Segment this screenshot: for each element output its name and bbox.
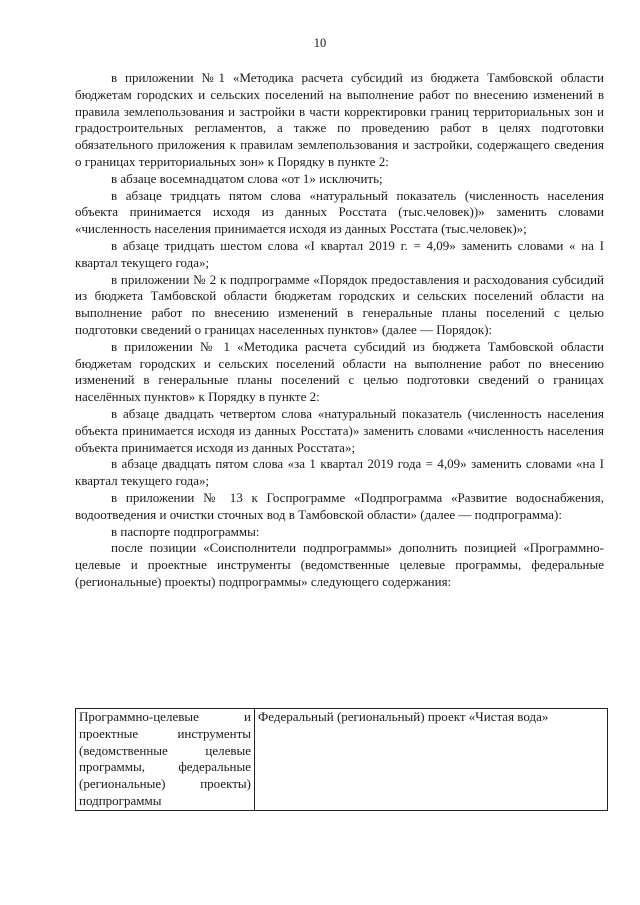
paragraph-add-position: после позиции «Соисполнители подпрограммы» дополнить позицией «Программно-целевые и проектные инструменты (ведомственные целевые программы, федеральные (региональные) проекты) подпрограммы» следующего содержания: [75, 540, 604, 589]
paragraph-appendix-2-procedure: в приложении № 2 к подпрограмме «Порядок предоставления и расходования субсидий из бюджета Тамбовской области бюджетам городских и сельских поселений области на выполнение работ по внесению изменений в генеральные планы поселений с целью подготовки сведений о границах населенных пунктов» (далее — Порядок): [75, 271, 604, 337]
table-cell-value: Федеральный (региональный) проект «Чистая вода» [255, 709, 608, 811]
table-cell-label: Программно-целевые и проектные инструменты (ведомственные целевые программы, федеральные (региональные) проекты) подпрограммы [76, 709, 255, 811]
paragraph-appendix-1-general-plans: в приложении № 1 «Методика расчета субсидий из бюджета Тамбовской области бюджетам городских и сельских поселений области на выполнение работ по внесению изменений в генеральные планы поселений с целью подготовки сведений о границах населённых пунктов» к Порядку в пункте 2: [75, 338, 604, 405]
paragraph-appendix-1-methodology: в приложении №1 «Методика расчета субсидий из бюджета Тамбовской области бюджетам городских и сельских поселений на выполнение работ по внесению изменений в правила землепользования и застройки в части корректировки границ территориальных зон и градостроительных регламентов, а также по проведению работ в целях подготовки обязательного приложения к правилам землепользования и застройки, содержащего сведения о границах территориальных зон» к Порядку в пункте 2: [75, 70, 604, 169]
paragraph-abzac-18: в абзаце восемнадцатом слова «от 1» исключить; [111, 170, 383, 186]
table-row [76, 709, 608, 811]
paragraph-abzac-36: в абзаце тридцать шестом слова «I квартал 2019 г. = 4,09» заменить словами « на I квартал текущего года»; [75, 237, 604, 270]
subprogram-instruments-table [75, 708, 608, 811]
paragraph-abzac-24: в абзаце двадцать четвертом слова «натуральный показатель (численность населения объекта принимается исходя из данных Росстата)» заменить словами «численность населения объекта принимается исходя из данных Росстата»; [75, 405, 604, 455]
paragraph-appendix-13-subprogram: в приложении № 13 к Госпрограмме «Подпрограмма «Развитие водоснабжения, водоотведения и очистки сточных вод в Тамбовской области» (далее — подпрограмма): [75, 489, 604, 522]
paragraph-abzac-35: в абзаце тридцать пятом слова «натуральный показатель (численность населения объекта принимается исходя из данных Росстата (тыс.человек))» заменить словами «численность населения принимается исходя из данных Росстата (тыс.человек)»; [75, 187, 604, 237]
paragraph-abzac-25: в абзаце двадцать пятом слова «за 1 квартал 2019 года = 4,09» заменить словами «на I квартал текущего года»; [75, 456, 604, 489]
document-body [75, 70, 604, 591]
paragraph-passport: в паспорте подпрограммы: [111, 523, 260, 539]
page-number: 10 [313, 36, 327, 50]
